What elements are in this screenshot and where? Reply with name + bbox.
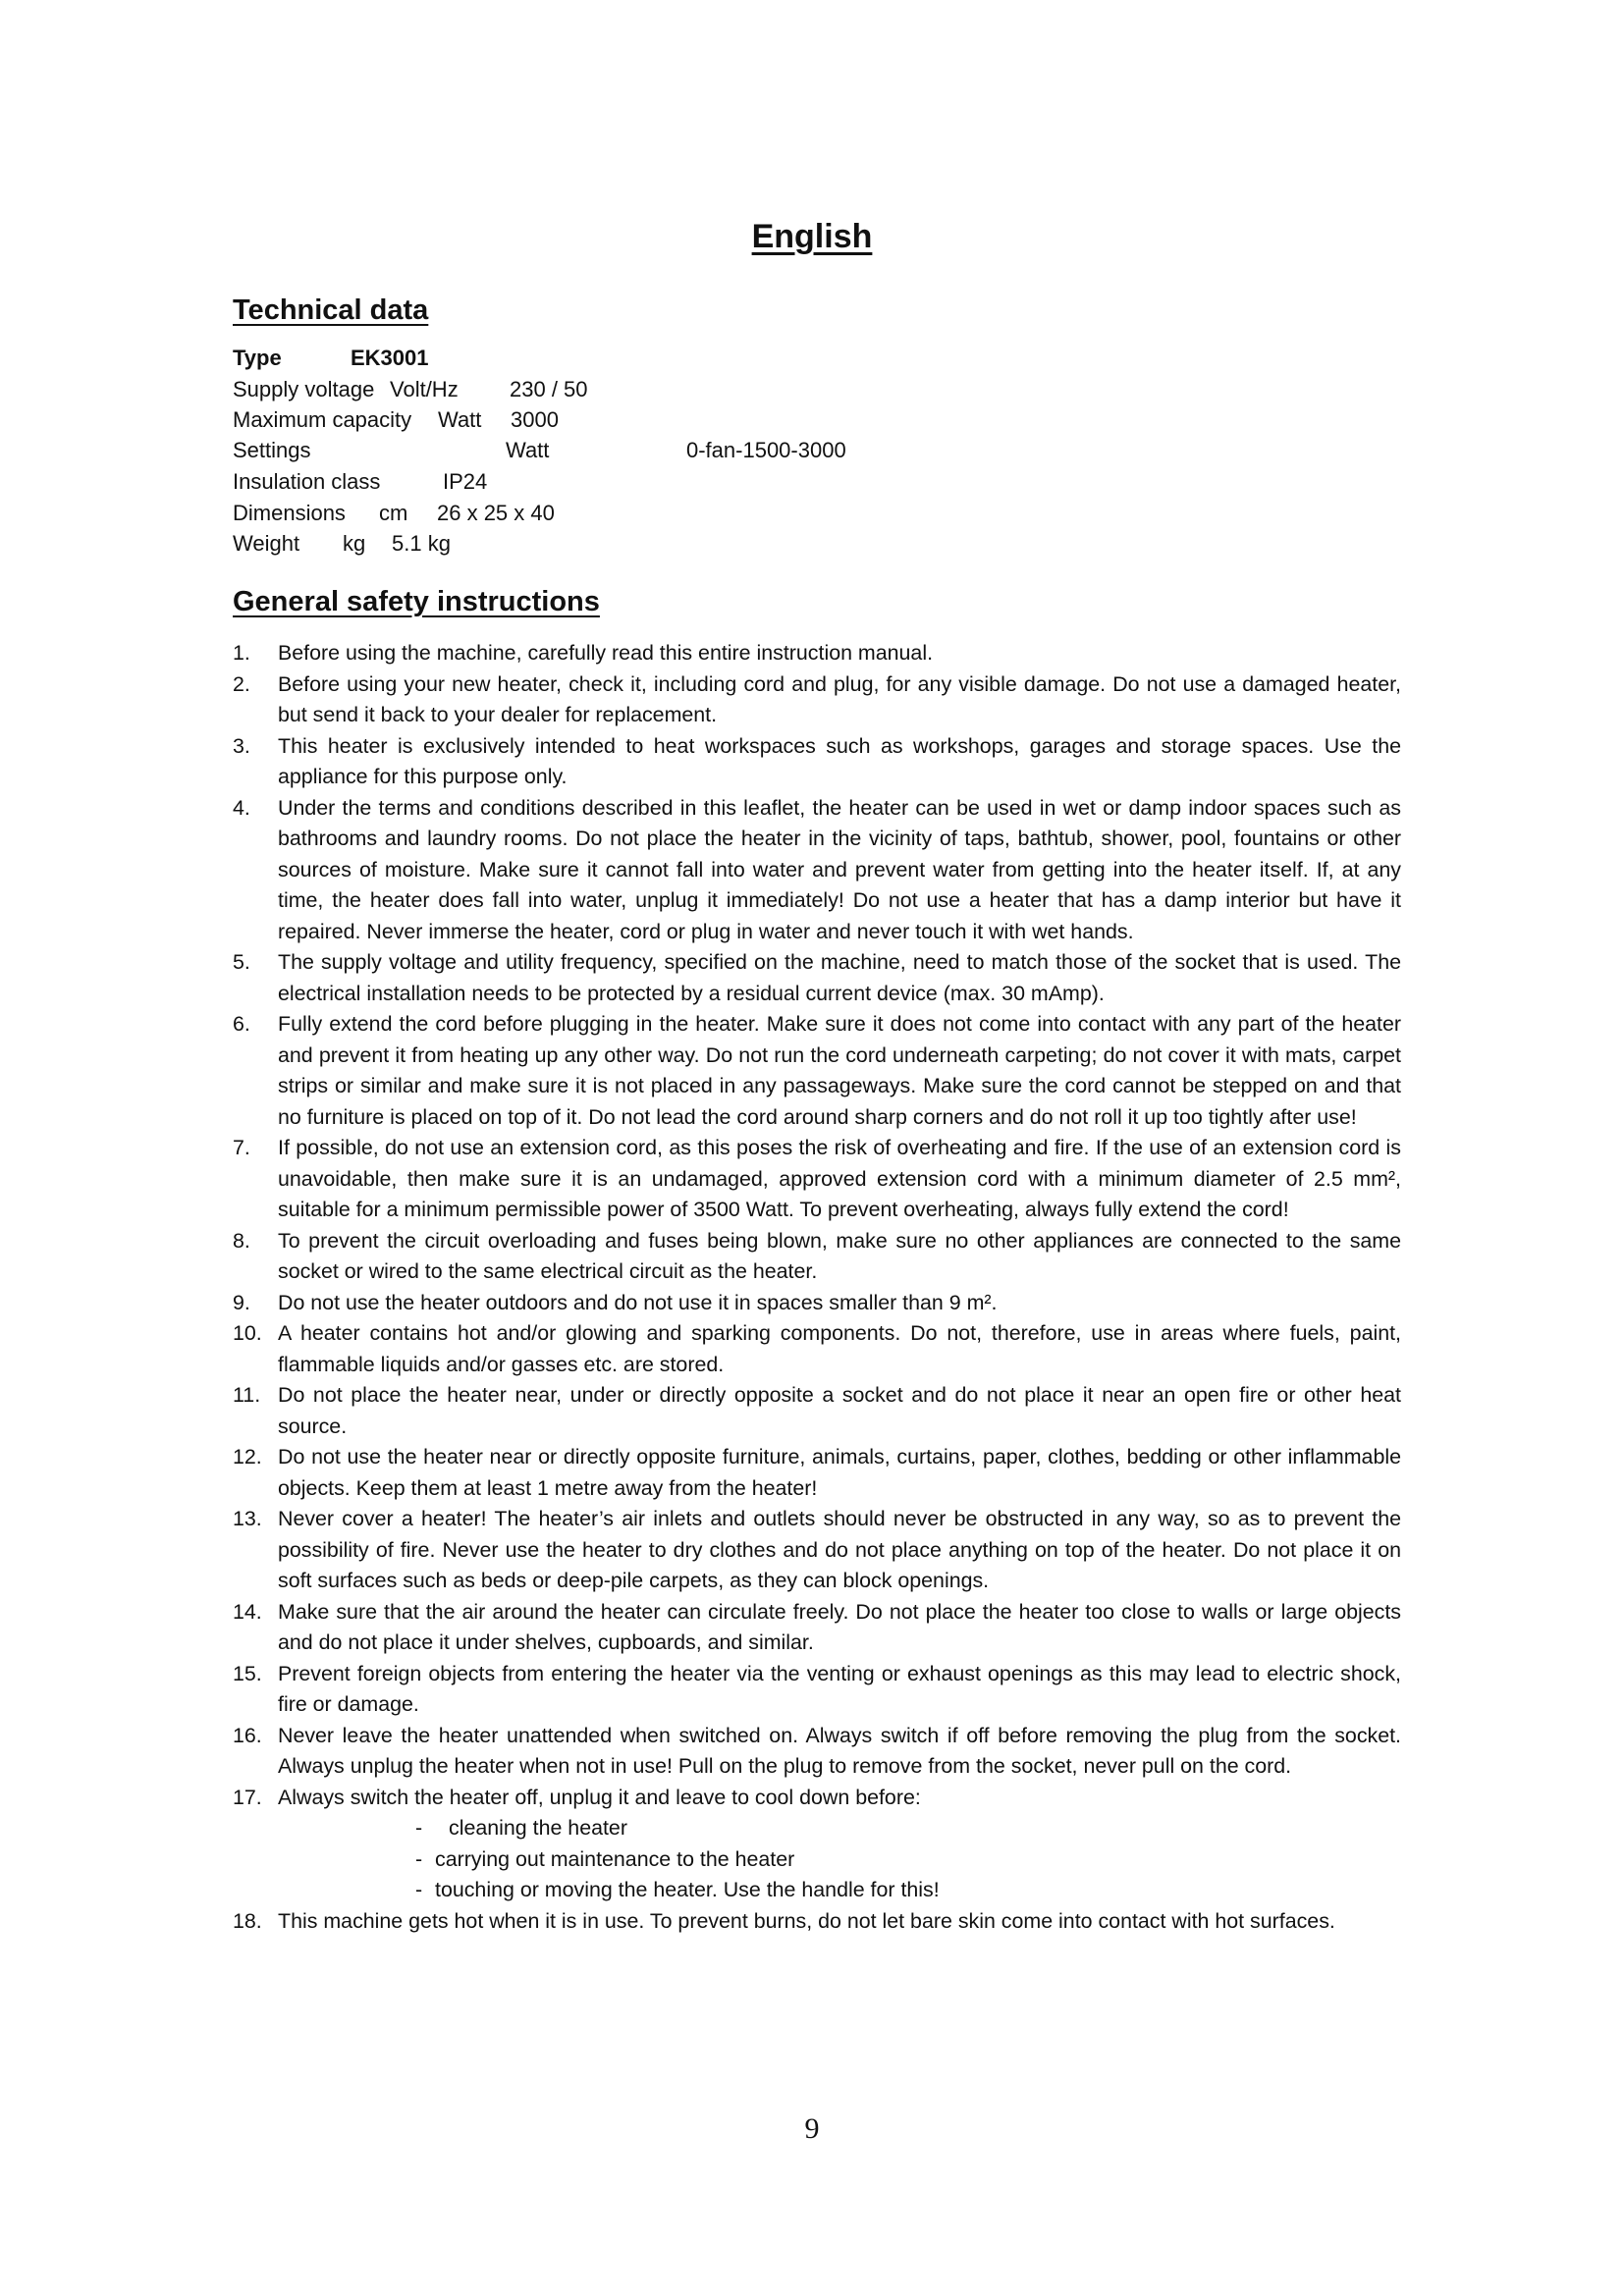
list-item: 17. Always switch the heater off, unplug it and leave to cool down before: - cleaning the heater - carrying out maintenance to the heater - touching or moving the heater. Use the handle for this! — [233, 1783, 1401, 1906]
list-item: 14. Make sure that the air around the heater can circulate freely. Do not place the heater too close to walls or large objects and do not place it under shelves, cupboards, and similar. — [233, 1599, 1401, 1654]
item-text: Prevent foreign objects from entering the heater via the venting or exhaust openings as this may lead to electric shock, fire or damage. — [278, 1661, 1401, 1716]
list-item: 13. Never cover a heater! The heater’s air inlets and outlets should never be obstructed in any way, so as to prevent the possibility of fire. Never use the heater to dry clothes and do not place anything on top of the heater. Do not place it on soft surfaces such as beds or deep-pile carpets, as they can block openings. — [233, 1507, 1401, 1592]
item-text: If possible, do not use an extension cord, as this poses the risk of overheating and fire. If the use of an extension cord is unavoidable, then make sure it is an undamaged, approved extension cord with a minimum diameter of 2.5 mm², suitable for a minimum permissible power of 3500 Watt. To prevent overheating, always fully extend the cord! — [278, 1136, 1401, 1221]
list-item: 10. A heater contains hot and/or glowing and sparking components. Do not, therefore, use in areas where fuels, paint, flammable liquids and/or gasses etc. are stored. — [233, 1321, 1401, 1376]
spec-unit: Watt — [506, 438, 550, 462]
list-item: 11. Do not place the heater near, under or directly opposite a socket and do not place it near an open fire or other heat source. — [233, 1383, 1401, 1438]
spec-unit: kg — [343, 531, 366, 556]
item-text: Under the terms and conditions described in this leaflet, the heater can be used in wet or damp indoor spaces such as bathrooms and laundry rooms. Do not place the heater in the vicinity of taps, bathtub, shower, pool, fountains or other sources of moisture. Make sure it cannot fall into water and prevent water from getting into the heater itself. If, at any time, the heater does fall into water, unplug it immediately! Do not use a heater that has a damp interior but have it repaired. Never immerse the heater, cord or plug in water and never touch it with wet hands. — [278, 795, 1401, 943]
list-item: 9. Do not use the heater outdoors and do not use it in spaces smaller than 9 m². — [233, 1290, 998, 1314]
item-text: To prevent the circuit overloading and fuses being blown, make sure no other appliances are connected to the same socket or wired to the same electrical circuit as the heater. — [278, 1228, 1401, 1283]
item-text: Fully extend the cord before plugging in the heater. Make sure it does not come into contact with any part of the heater and prevent it from heating up any other way. Do not run the cord underneath carpeting; do not cover it with mats, carpet strips or similar and make sure it is not placed in any passageways. Make sure the cord cannot be stepped on and that no furniture is placed on top of it. Do not lead the cord around sharp corners and do not roll it up too tightly after use! — [278, 1012, 1401, 1129]
spec-label: Supply voltage — [233, 377, 375, 401]
spec-label: Maximum capacity — [233, 407, 412, 432]
safety-heading: General safety instructions — [233, 586, 600, 617]
spec-value: 3000 — [511, 407, 559, 432]
spec-label: Settings — [233, 438, 311, 462]
list-item: 15. Prevent foreign objects from entering the heater via the venting or exhaust openings as this may lead to electric shock, fire or damage. — [233, 1661, 1401, 1716]
spec-unit: Volt/Hz — [390, 377, 459, 401]
safety-instructions-list — [233, 638, 1401, 1937]
item-text: Always switch the heater off, unplug it and leave to cool down before: — [278, 1785, 921, 1809]
list-item: 6. Fully extend the cord before plugging in the heater. Make sure it does not come into contact with any part of the heater and prevent it from heating up any other way. Do not run the cord underneath carpeting; do not cover it with mats, carpet strips or similar and make sure it is not placed in any passageways. Make sure the cord cannot be stepped on and that no furniture is placed on top of it. Do not lead the cord around sharp corners and do not roll it up too tightly after use! — [233, 1012, 1401, 1129]
item-text: A heater contains hot and/or glowing and sparking components. Do not, therefore, use in areas where fuels, paint, flammable liquids and/or gasses etc. are stored. — [278, 1321, 1401, 1376]
spec-value: 0-fan-1500-3000 — [686, 438, 846, 462]
list-item: 18. This machine gets hot when it is in use. To prevent burns, do not let bare skin come into contact with hot surfaces. — [233, 1908, 1335, 1933]
spec-value: 230 / 50 — [510, 377, 588, 401]
item-text: This heater is exclusively intended to heat workspaces such as workshops, garages and storage spaces. Use the appliance for this purpose only. — [278, 733, 1401, 788]
spec-label: Insulation class — [233, 469, 381, 494]
item-text: Never cover a heater! The heater’s air inlets and outlets should never be obstructed in any way, so as to prevent the possibility of fire. Never use the heater to dry clothes and do not place anything on top of the heater. Do not place it on soft surfaces such as beds or deep-pile carpets, as they can block openings. — [278, 1507, 1401, 1592]
item-text: Before using your new heater, check it, including cord and plug, for any visible damage. Do not use a damaged heater, but send it back to your dealer for replacement. — [278, 671, 1401, 726]
item-text: Do not place the heater near, under or directly opposite a socket and do not place it near an open fire or other heat source. — [278, 1383, 1401, 1438]
list-item: 1. Before using the machine, carefully read this entire instruction manual. — [233, 641, 934, 665]
item-text: Do not use the heater outdoors and do not use it in spaces smaller than 9 m². — [278, 1290, 998, 1314]
sub-list-item: - touching or moving the heater. Use the handle for this! — [415, 1878, 940, 1901]
spec-value: 26 x 25 x 40 — [437, 501, 555, 525]
technical-data-heading: Technical data — [233, 294, 429, 326]
item-text: Before using the machine, carefully read this entire instruction manual. — [278, 641, 934, 665]
item-text: The supply voltage and utility frequency, specified on the machine, need to match those of the socket that is used. The electrical installation needs to be protected by a residual current device (max. 30 mAmp). — [278, 950, 1401, 1005]
page-number: 9 — [804, 2112, 820, 2145]
spec-value: IP24 — [443, 469, 488, 494]
list-item: 4. Under the terms and conditions described in this leaflet, the heater can be used in wet or damp indoor spaces such as bathrooms and laundry rooms. Do not place the heater in the vicinity of taps, bathtub, shower, pool, fountains or other sources of moisture. Make sure it cannot fall into water and prevent water from getting into the heater itself. If, at any time, the heater does fall into water, unplug it immediately! Do not use a heater that has a damp interior but have it repaired. Never immerse the heater, cord or plug in water and never touch it with wet hands. — [233, 795, 1401, 943]
list-item: 16. Never leave the heater unattended when switched on. Always switch if off before removing the plug from the socket. Always unplug the heater when not in use! Pull on the plug to remove from the socket, never pull on the cord. — [233, 1723, 1401, 1778]
item-text: Never leave the heater unattended when switched on. Always switch if off before removing the plug from the socket. Always unplug the heater when not in use! Pull on the plug to remove from the socket, never pull on the cord. — [278, 1723, 1401, 1778]
page-title: English — [751, 218, 873, 255]
list-item: 2. Before using your new heater, check it, including cord and plug, for any visible damage. Do not use a damaged heater, but send it back to your dealer for replacement. — [233, 671, 1401, 726]
list-item: 3. This heater is exclusively intended to heat workspaces such as workshops, garages and storage spaces. Use the appliance for this purpose only. — [233, 733, 1401, 788]
sub-list — [278, 1813, 1401, 1906]
spec-value: 5.1 kg — [392, 531, 451, 556]
item-text: Do not use the heater near or directly opposite furniture, animals, curtains, paper, clothes, bedding or other inflammable objects. Keep them at least 1 metre away from the heater! — [278, 1445, 1401, 1500]
item-text: This machine gets hot when it is in use. To prevent burns, do not let bare skin come into contact with hot surfaces. — [278, 1908, 1335, 1933]
spec-unit: Watt — [438, 407, 482, 432]
spec-label: Dimensions — [233, 501, 346, 525]
list-item: 5. The supply voltage and utility frequency, specified on the machine, need to match those of the socket that is used. The electrical installation needs to be protected by a residual current device (max. 30 mAmp). — [233, 950, 1401, 1005]
spec-label: Type — [233, 346, 282, 370]
spec-label: Weight — [233, 531, 300, 556]
spec-unit: cm — [379, 501, 408, 525]
sub-list-item: - cleaning the heater — [415, 1816, 627, 1840]
list-item: 8. To prevent the circuit overloading and fuses being blown, make sure no other appliances are connected to the same socket or wired to the same electrical circuit as the heater. — [233, 1228, 1401, 1283]
sub-list-item: - carrying out maintenance to the heater — [415, 1846, 795, 1871]
item-text: Make sure that the air around the heater can circulate freely. Do not place the heater too close to walls or large objects and do not place it under shelves, cupboards, and similar. — [278, 1599, 1401, 1654]
list-item: 7. If possible, do not use an extension cord, as this poses the risk of overheating and fire. If the use of an extension cord is unavoidable, then make sure it is an undamaged, approved extension cord with a minimum diameter of 2.5 mm², suitable for a minimum permissible power of 3500 Watt. To prevent overheating, always fully extend the cord! — [233, 1136, 1401, 1221]
spec-value: EK3001 — [351, 346, 429, 370]
list-item: 12. Do not use the heater near or directly opposite furniture, animals, curtains, paper, clothes, bedding or other inflammable objects. Keep them at least 1 metre away from the heater! — [233, 1445, 1401, 1500]
